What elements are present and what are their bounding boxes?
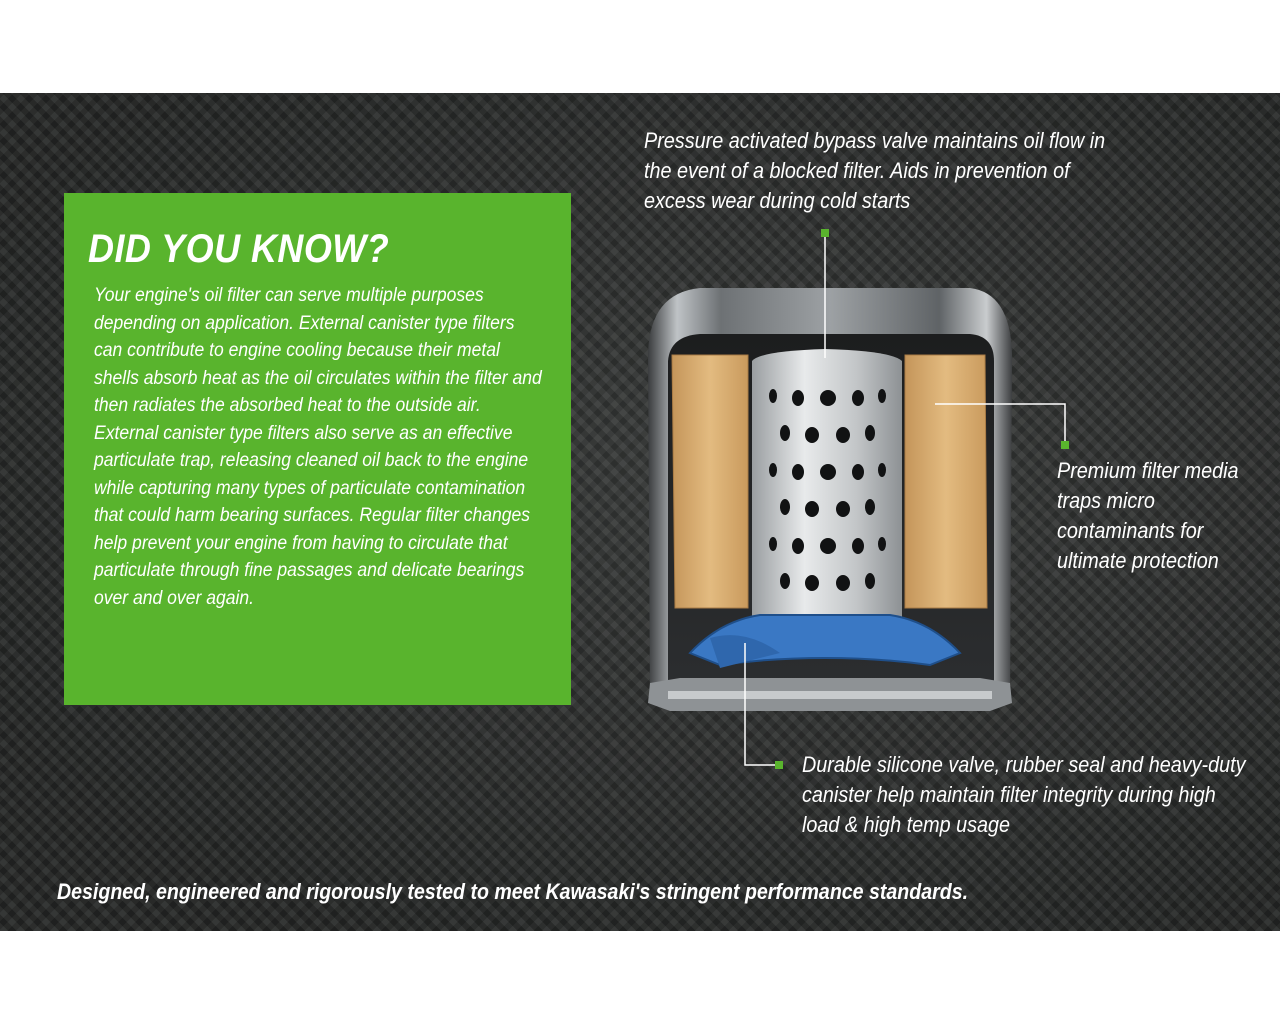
bypass-valve-callout: Pressure activated bypass valve maintains oil flow in the event of a blocked filter. Aids in prevention of excess wear during cold starts [644,128,1106,213]
carbon-fiber-panel [0,93,1280,931]
right-filter-media [905,355,987,608]
canister-base-rim [668,691,992,699]
did-you-know-title: DID YOU KNOW? [88,227,390,271]
center-tube [752,349,902,618]
did-you-know-body: Your engine's oil filter can serve multiple purposes depending on application. External canister type filters can contribute to engine cooling because their metal shells absorb heat as the oil circulates within the filter and then radiates the absorbed heat to the outside air. External canister type filters also serve as an effective particulate trap, releasing cleaned oil back to the engine while capturing many types of particulate contamination that could harm bearing surfaces. Regular filter changes help prevent your engine from having to circulate that particulate through fine passages and delicate bearings over and over again. [94,284,542,609]
filter-media-callout: Premium filter media traps micro contaminants for ultimate protection [1057,458,1239,573]
footer-tagline: Designed, engineered and rigorously tested to meet Kawasaki's stringent performance standards. [57,879,969,904]
left-filter-media [672,355,748,608]
silicone-valve-callout: Durable silicone valve, rubber seal and heavy-duty canister help maintain filter integrity during high load & high temp usage [802,752,1246,837]
